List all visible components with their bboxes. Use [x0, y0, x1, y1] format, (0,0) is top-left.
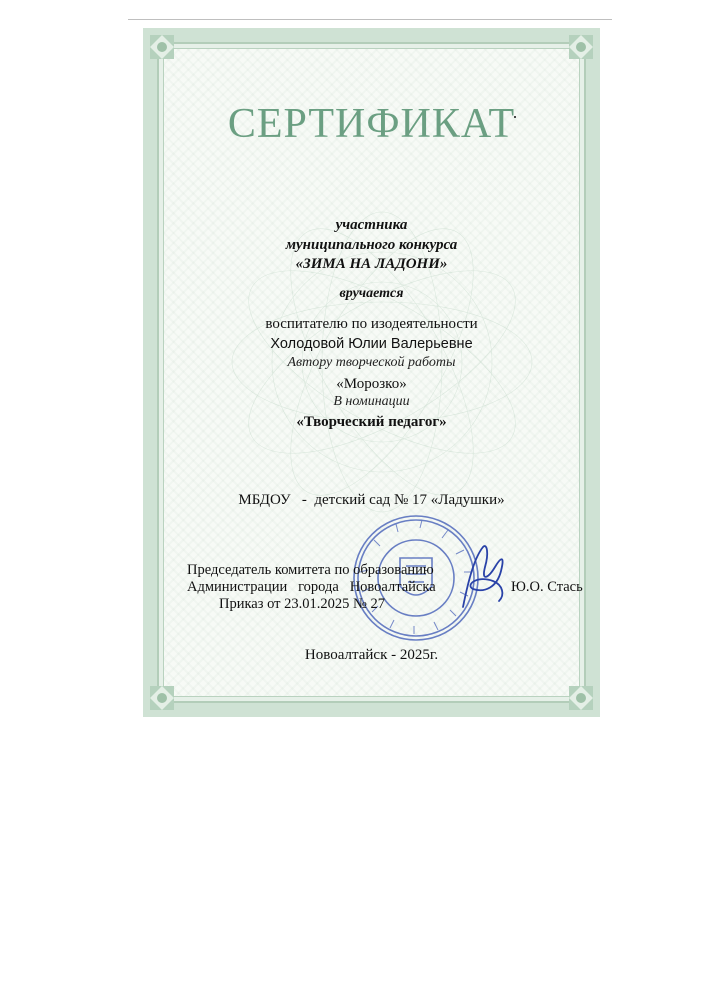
corner-ornament-icon [147, 683, 177, 713]
certificate-title: СЕРТИФИКАТ [227, 101, 516, 147]
signatory-line-2: Администрации города Новоалтайска [187, 579, 436, 595]
corner-ornament-icon [566, 683, 596, 713]
order-reference: Приказ от 23.01.2025 № 27 [219, 596, 385, 612]
recipient-name: Холодовой Юлии Валерьевне [270, 336, 473, 352]
subtitle-line-2: муниципального конкурса [285, 237, 458, 253]
city-year: Новоалтайск - 2025г. [304, 647, 439, 663]
work-title: «Морозко» [336, 376, 407, 392]
contest-name: «ЗИМА НА ЛАДОНИ» [295, 256, 448, 272]
author-label: Автору творческой работы [287, 355, 456, 370]
signatory-line-1: Председатель комитета по образованию [187, 562, 434, 578]
nomination-label: В номинации [333, 394, 410, 409]
institution: МБДОУ - детский сад № 17 «Ладушки» [238, 492, 505, 508]
handwritten-signature [455, 537, 515, 617]
nomination: «Творческий педагог» [296, 414, 447, 430]
signatory-block [187, 562, 436, 613]
certificate-page [143, 28, 600, 717]
recipient-position: воспитателю по изодеятельности [265, 316, 478, 332]
scan-edge-line [128, 19, 612, 20]
subtitle-line-1: участника [335, 217, 408, 233]
corner-ornament-icon [566, 32, 596, 62]
awarded-label: вручается [339, 286, 404, 301]
signatory-name: Ю.О. Стась [511, 579, 583, 595]
corner-ornament-icon [147, 32, 177, 62]
